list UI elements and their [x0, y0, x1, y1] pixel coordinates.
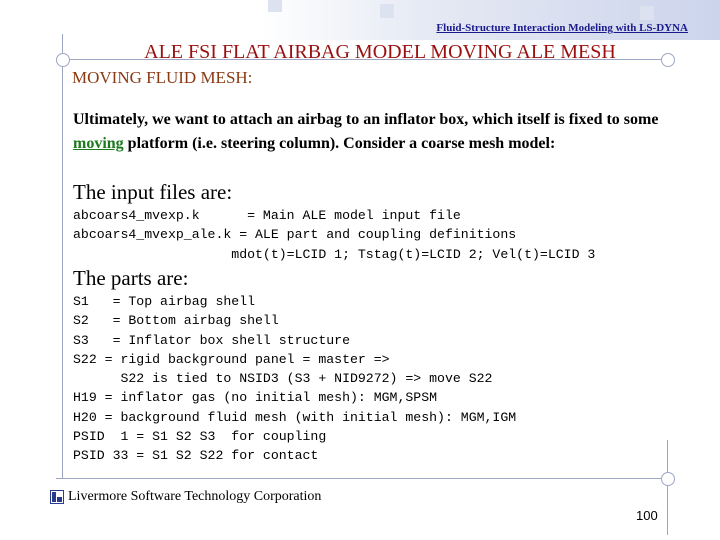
company-name: Livermore Software Technology Corporation	[68, 489, 322, 504]
input-file-line: abcoars4_mvexp.k = Main ALE model input file	[73, 208, 461, 223]
part-line: S3 = Inflator box shell structure	[73, 332, 350, 348]
input-files-heading: The input files are:	[73, 180, 233, 204]
title-prefix: ALE FSI	[144, 41, 222, 63]
part-line: PSID 1 = S1 S2 S3 for coupling	[73, 429, 327, 445]
running-header: Fluid-Structure Interaction Modeling with LS-DYNA	[436, 22, 688, 34]
input-file-line: mdot(t)=LCID 1; Tstag(t)=LCID 2; Vel(t)=LCID 3	[73, 246, 596, 262]
slide-title	[0, 41, 720, 64]
parts-heading: The parts are:	[73, 266, 189, 290]
frame-line-bottom	[56, 478, 668, 479]
intro-paragraph	[73, 108, 703, 156]
decor-square	[268, 0, 282, 12]
frame-line-right	[667, 440, 668, 535]
paragraph-highlight: moving	[73, 135, 124, 152]
footer	[50, 489, 321, 505]
parts-list	[73, 292, 516, 466]
part-line: H20 = background fluid mesh (with initial mesh): MGM,IGM	[73, 409, 517, 425]
part-line: S22 = rigid background panel = master =>	[73, 351, 390, 367]
input-file-line: abcoars4_mvexp_ale.k = ALE part and coupling definitions	[73, 227, 517, 243]
frame-line-left	[62, 34, 63, 479]
decor-square	[380, 4, 394, 18]
input-files-list	[73, 206, 595, 264]
frame-circle-bottom-right	[661, 472, 675, 486]
part-line: S22 is tied to NSID3 (S3 + NID9272) => move S22	[73, 371, 493, 387]
decor-square	[640, 6, 654, 20]
part-line: H19 = inflator gas (no initial mesh): MGM,SPSM	[73, 390, 438, 406]
page-number: 100	[636, 508, 658, 523]
paragraph-text-before: Ultimately, we want to attach an airbag to an inflator box, which itself is fixed to some	[73, 111, 659, 128]
slide-subtitle: MOVING FLUID MESH:	[72, 68, 253, 87]
part-line: S1 = Top airbag shell	[73, 294, 256, 309]
part-line: S2 = Bottom airbag shell	[73, 313, 279, 329]
decor-square	[530, 0, 544, 10]
title-main: FLAT AIRBAG MODEL MOVING ALE MESH	[221, 41, 616, 63]
company-logo-icon	[50, 490, 64, 504]
paragraph-text-after: platform (i.e. steering column). Consider a coarse mesh model:	[123, 135, 556, 152]
part-line: PSID 33 = S1 S2 S22 for contact	[73, 448, 319, 464]
header-band	[260, 0, 720, 40]
